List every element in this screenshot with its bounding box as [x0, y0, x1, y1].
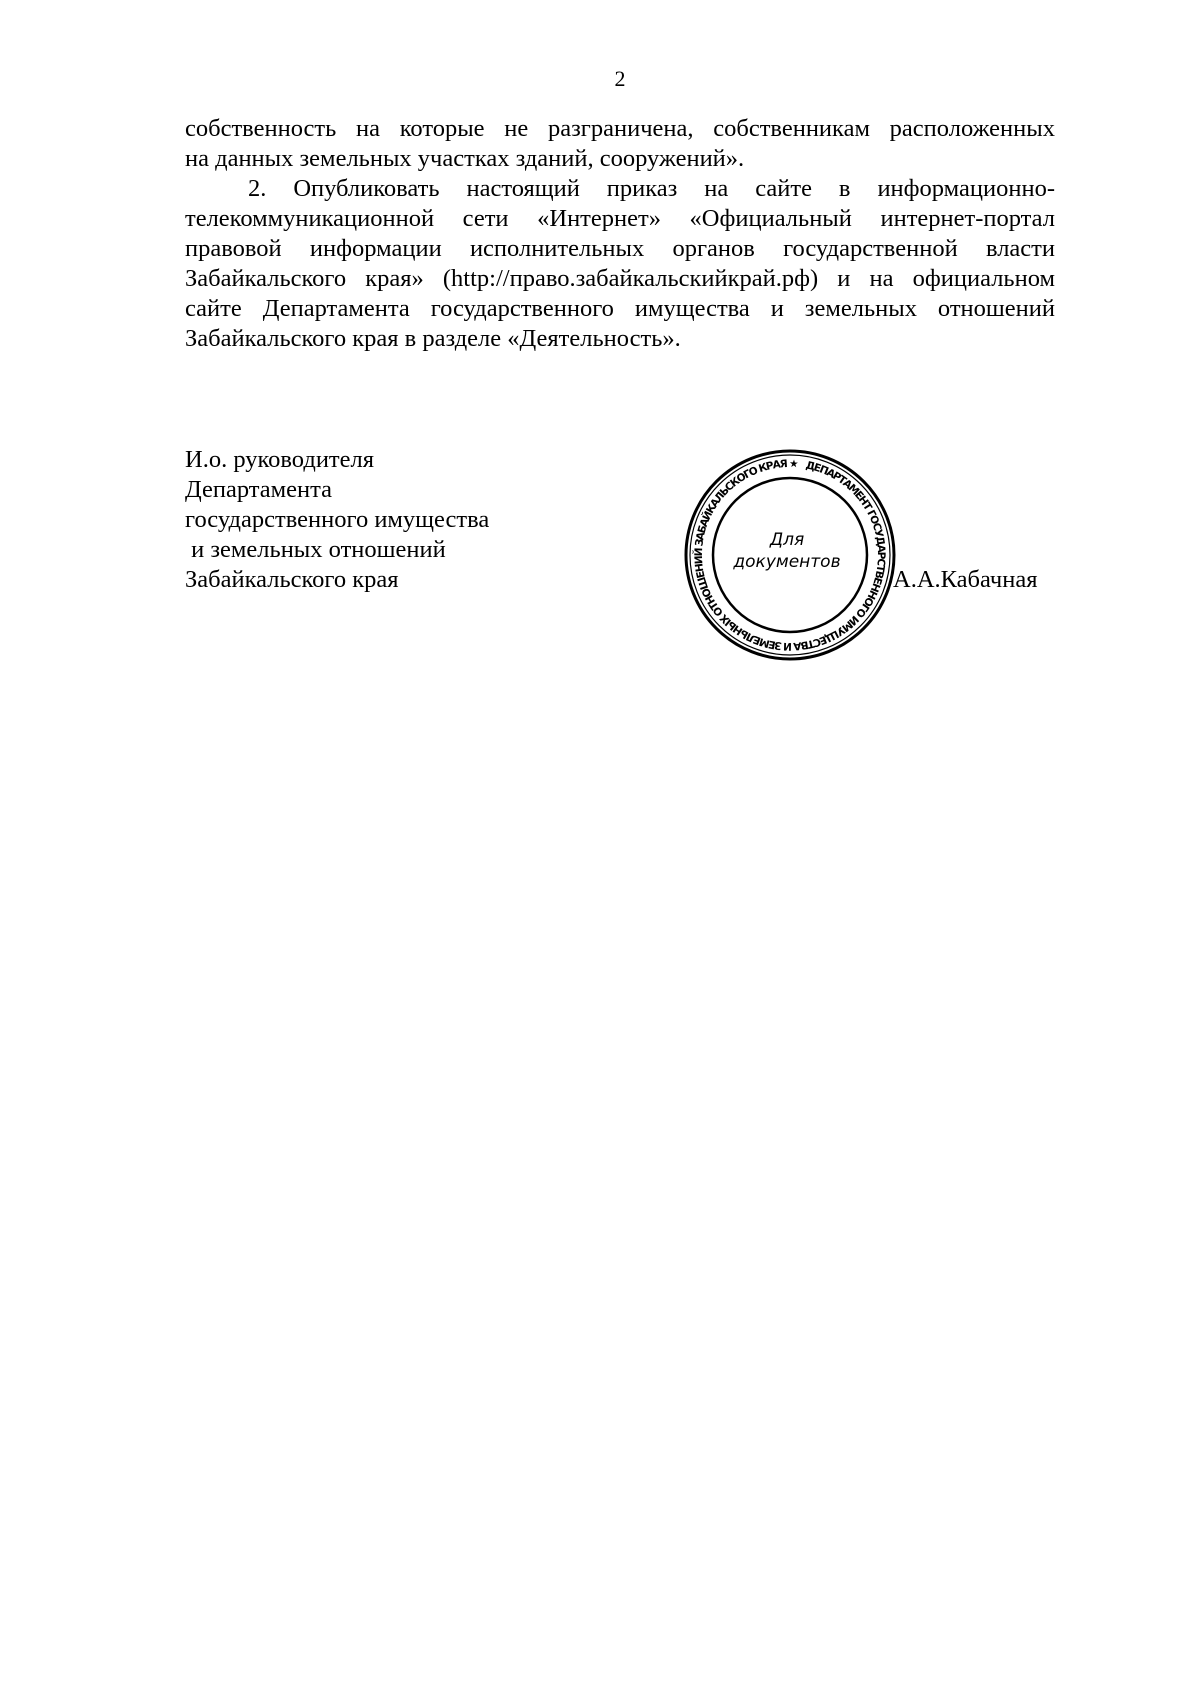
seal-center-text: документов	[733, 552, 841, 572]
signature-position: государственного имущества	[185, 506, 490, 533]
paragraph2-line: Забайкальского края» (http://право.забайкальскийкрай.рф) и на официальном	[185, 265, 1055, 292]
signature-position: и земельных отношений	[185, 536, 446, 563]
page-number: 2	[614, 66, 626, 91]
signature-position: Забайкальского края	[185, 566, 399, 593]
paragraph1-line: собственность на которые не разграничена, собственникам расположенных	[185, 115, 1055, 142]
paragraph1-line: на данных земельных участках зданий, сооружений».	[185, 145, 745, 172]
seal-ring-text: ДЕПАРТАМЕНТ ГОСУДАРСТВЕННОГО ИМУЩЕСТВА И ЗЕМЕЛЬНЫХ ОТНОШЕНИЙ ЗАБАЙКАЛЬСКОГО КРАЯ ★	[692, 457, 888, 653]
signature-position: И.о. руководителя	[185, 446, 375, 473]
paragraph2-line: 2. Опубликовать настоящий приказ на сайте в информационно-	[248, 175, 1055, 202]
seal-center-text: Для	[769, 530, 805, 550]
signature-position: Департамента	[185, 476, 333, 503]
signatory-name: А.А.Кабачная	[893, 566, 1038, 593]
official-seal	[675, 440, 905, 670]
paragraph2-line: сайте Департамента государственного имущества и земельных отношений	[185, 295, 1055, 322]
paragraph2-line: телекоммуникационной сети «Интернет» «Официальный интернет-портал	[185, 205, 1055, 232]
paragraph2-line: Забайкальского края в разделе «Деятельность».	[185, 325, 681, 352]
paragraph2-line: правовой информации исполнительных органов государственной власти	[185, 235, 1055, 262]
